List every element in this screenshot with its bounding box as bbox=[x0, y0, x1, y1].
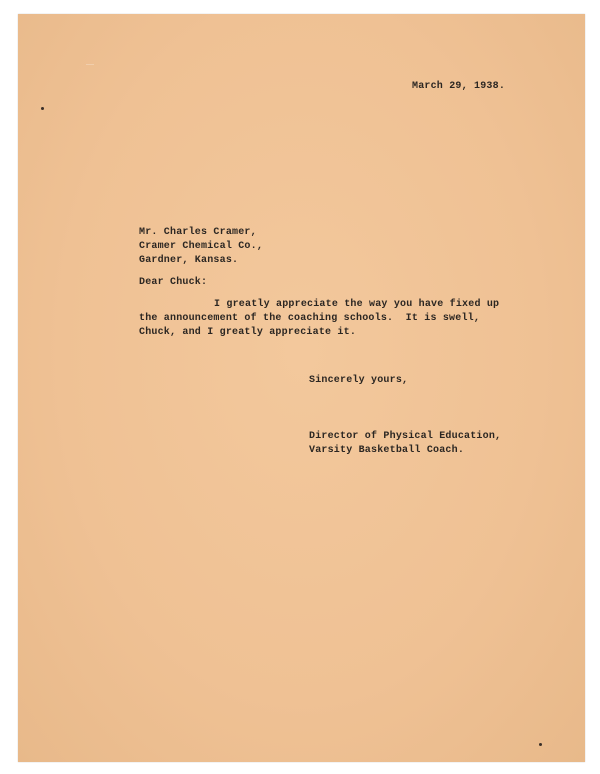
paper-mark bbox=[86, 64, 94, 65]
body-line: I greatly appreciate the way you have fixed up bbox=[214, 299, 500, 310]
paper-speck bbox=[539, 743, 542, 746]
closing: Sincerely yours, bbox=[309, 375, 409, 386]
recipient-location: Gardner, Kansas. bbox=[139, 255, 239, 266]
recipient-name: Mr. Charles Cramer, bbox=[139, 227, 257, 238]
salutation: Dear Chuck: bbox=[139, 277, 208, 288]
recipient-company: Cramer Chemical Co., bbox=[139, 241, 264, 252]
body-line: Chuck, and I greatly appreciate it. bbox=[139, 327, 357, 338]
body-line: the announcement of the coaching schools. It is swell, bbox=[139, 313, 481, 324]
letter-date: March 29, 1938. bbox=[412, 81, 506, 92]
letter-page bbox=[18, 14, 585, 762]
signature-title: Director of Physical Education, bbox=[309, 431, 502, 442]
paper-speck bbox=[41, 107, 44, 110]
signature-title: Varsity Basketball Coach. bbox=[309, 445, 465, 456]
